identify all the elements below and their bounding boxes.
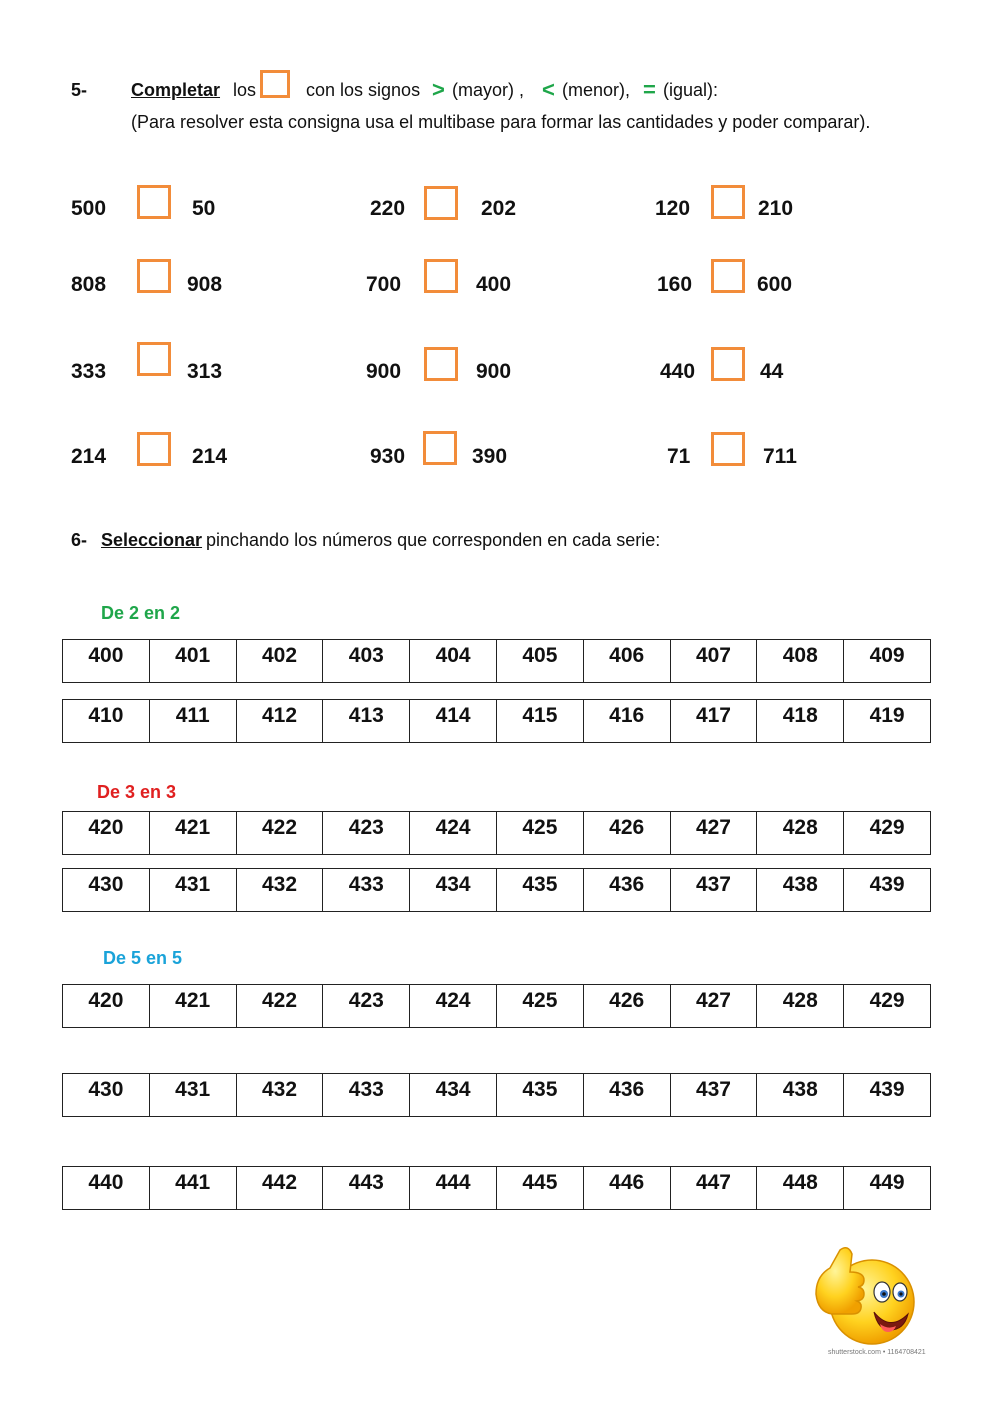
number-row <box>62 811 931 855</box>
number-cell[interactable]: 448 <box>757 1167 844 1210</box>
number-cell[interactable]: 447 <box>670 1167 757 1210</box>
number-cell[interactable]: 414 <box>410 700 497 743</box>
number-cell[interactable]: 449 <box>844 1167 931 1210</box>
number-cell[interactable]: 436 <box>583 1074 670 1117</box>
number-cell[interactable]: 403 <box>323 640 410 683</box>
exercise-6-number: 6- <box>71 530 88 550</box>
number-cell[interactable]: 423 <box>323 812 410 855</box>
exercise-5-los: los <box>233 80 257 100</box>
number-cell[interactable]: 420 <box>63 812 150 855</box>
number-cell[interactable]: 418 <box>757 700 844 743</box>
pair-left-number: 808 <box>71 273 107 296</box>
pair-left-number: 120 <box>655 197 691 220</box>
number-cell[interactable]: 410 <box>63 700 150 743</box>
number-cell[interactable]: 407 <box>670 640 757 683</box>
number-cell[interactable]: 428 <box>757 985 844 1028</box>
compare-answer-box[interactable] <box>137 432 171 466</box>
number-cell[interactable]: 426 <box>583 985 670 1028</box>
number-cell[interactable]: 427 <box>670 812 757 855</box>
number-cell[interactable]: 422 <box>236 985 323 1028</box>
number-cell[interactable]: 438 <box>757 1074 844 1117</box>
thumbs-up-smiley-icon <box>810 1240 920 1350</box>
number-cell[interactable]: 401 <box>149 640 236 683</box>
number-cell[interactable]: 430 <box>63 1074 150 1117</box>
greater-than-text: (mayor) , <box>452 80 524 100</box>
number-cell[interactable]: 413 <box>323 700 410 743</box>
number-cell[interactable]: 412 <box>236 700 323 743</box>
number-cell[interactable]: 405 <box>496 640 583 683</box>
number-cell[interactable]: 423 <box>323 985 410 1028</box>
number-cell[interactable]: 446 <box>583 1167 670 1210</box>
number-cell[interactable]: 400 <box>63 640 150 683</box>
equal-sign: = <box>643 77 656 102</box>
number-cell[interactable]: 433 <box>323 869 410 912</box>
number-cell[interactable]: 441 <box>149 1167 236 1210</box>
compare-answer-box[interactable] <box>711 185 745 219</box>
number-row <box>62 984 931 1028</box>
number-cell[interactable]: 431 <box>149 1074 236 1117</box>
number-cell[interactable]: 424 <box>410 985 497 1028</box>
pair-right-number: 400 <box>476 273 512 296</box>
number-cell[interactable]: 438 <box>757 869 844 912</box>
exercise-5-hint: (Para resolver esta consigna usa el multibase para formar las cantidades y poder comparar). <box>131 112 871 132</box>
pair-left-number: 930 <box>370 445 406 468</box>
pair-right-number: 50 <box>192 197 216 220</box>
number-row <box>62 868 931 912</box>
exercise-6-verb: Seleccionar <box>101 530 203 550</box>
number-cell[interactable]: 421 <box>149 812 236 855</box>
exercise-5-number: 5- <box>71 80 88 100</box>
greater-than-sign: > <box>432 77 445 102</box>
less-than-text: (menor), <box>562 80 631 100</box>
number-cell[interactable]: 434 <box>410 869 497 912</box>
number-cell[interactable]: 425 <box>496 812 583 855</box>
number-cell[interactable]: 436 <box>583 869 670 912</box>
pair-right-number: 711 <box>763 445 797 468</box>
number-cell[interactable]: 431 <box>149 869 236 912</box>
number-cell[interactable]: 409 <box>844 640 931 683</box>
number-cell[interactable]: 426 <box>583 812 670 855</box>
series-label: De 5 en 5 <box>103 948 183 968</box>
pair-right-number: 210 <box>758 197 794 220</box>
compare-answer-box[interactable] <box>424 259 458 293</box>
number-cell[interactable]: 443 <box>323 1167 410 1210</box>
less-than-sign: < <box>542 77 555 102</box>
pair-left-number: 220 <box>370 197 406 220</box>
number-cell[interactable]: 437 <box>670 869 757 912</box>
pair-right-number: 900 <box>476 360 512 383</box>
number-cell[interactable]: 424 <box>410 812 497 855</box>
number-cell[interactable]: 445 <box>496 1167 583 1210</box>
number-cell[interactable]: 406 <box>583 640 670 683</box>
number-cell[interactable]: 444 <box>410 1167 497 1210</box>
compare-answer-box[interactable] <box>423 431 457 465</box>
number-cell[interactable]: 422 <box>236 812 323 855</box>
pair-right-number: 214 <box>192 445 228 468</box>
number-cell[interactable]: 430 <box>63 869 150 912</box>
pair-right-number: 44 <box>760 360 784 383</box>
number-cell[interactable]: 439 <box>844 869 931 912</box>
compare-answer-box[interactable] <box>711 432 745 466</box>
exercise-5-verb: Completar <box>131 80 221 100</box>
example-answer-box <box>260 70 290 98</box>
number-cell[interactable]: 415 <box>496 700 583 743</box>
number-cell[interactable]: 437 <box>670 1074 757 1117</box>
pair-right-number: 600 <box>757 273 793 296</box>
number-cell[interactable]: 432 <box>236 1074 323 1117</box>
number-cell[interactable]: 435 <box>496 869 583 912</box>
number-cell[interactable]: 439 <box>844 1074 931 1117</box>
series-label: De 3 en 3 <box>97 782 177 802</box>
pair-right-number: 202 <box>481 197 517 220</box>
number-cell[interactable]: 429 <box>844 985 931 1028</box>
number-row <box>62 1073 931 1117</box>
number-row <box>62 639 931 683</box>
pair-left-number: 214 <box>71 445 107 468</box>
number-cell[interactable]: 420 <box>63 985 150 1028</box>
number-cell[interactable]: 404 <box>410 640 497 683</box>
compare-answer-box[interactable] <box>137 185 171 219</box>
pair-left-number: 500 <box>71 197 107 220</box>
number-cell[interactable]: 416 <box>583 700 670 743</box>
compare-answer-box[interactable] <box>137 342 171 376</box>
pair-left-number: 700 <box>366 273 402 296</box>
number-row <box>62 699 931 743</box>
number-row <box>62 1166 931 1210</box>
compare-answer-box[interactable] <box>137 259 171 293</box>
equal-text: (igual): <box>663 80 719 100</box>
number-cell[interactable]: 427 <box>670 985 757 1028</box>
number-cell[interactable]: 408 <box>757 640 844 683</box>
number-cell[interactable]: 425 <box>496 985 583 1028</box>
number-cell[interactable]: 429 <box>844 812 931 855</box>
pair-left-number: 160 <box>657 273 693 296</box>
number-cell[interactable]: 433 <box>323 1074 410 1117</box>
number-cell[interactable]: 421 <box>149 985 236 1028</box>
pair-right-number: 908 <box>187 273 223 296</box>
pair-left-number: 900 <box>366 360 402 383</box>
number-cell[interactable]: 402 <box>236 640 323 683</box>
series-label: De 2 en 2 <box>101 603 181 623</box>
exercise-5-signos: con los signos <box>306 80 421 100</box>
pair-right-number: 390 <box>472 445 508 468</box>
number-cell[interactable]: 435 <box>496 1074 583 1117</box>
number-cell[interactable]: 442 <box>236 1167 323 1210</box>
number-cell[interactable]: 428 <box>757 812 844 855</box>
compare-answer-box[interactable] <box>711 259 745 293</box>
pair-right-number: 313 <box>187 360 223 383</box>
pair-left-number: 71 <box>667 445 691 468</box>
number-cell[interactable]: 440 <box>63 1167 150 1210</box>
pair-left-number: 333 <box>71 360 107 383</box>
number-cell[interactable]: 417 <box>670 700 757 743</box>
image-credit: shutterstock.com • 1164708421 <box>828 1349 926 1356</box>
compare-answer-box[interactable] <box>711 347 745 381</box>
number-cell[interactable]: 419 <box>844 700 931 743</box>
number-cell[interactable]: 434 <box>410 1074 497 1117</box>
number-cell[interactable]: 432 <box>236 869 323 912</box>
exercise-6-instruction: pinchando los números que corresponden en cada serie: <box>206 530 661 550</box>
compare-answer-box[interactable] <box>424 347 458 381</box>
number-cell[interactable]: 411 <box>149 700 236 743</box>
compare-answer-box[interactable] <box>424 186 458 220</box>
pair-left-number: 440 <box>660 360 696 383</box>
